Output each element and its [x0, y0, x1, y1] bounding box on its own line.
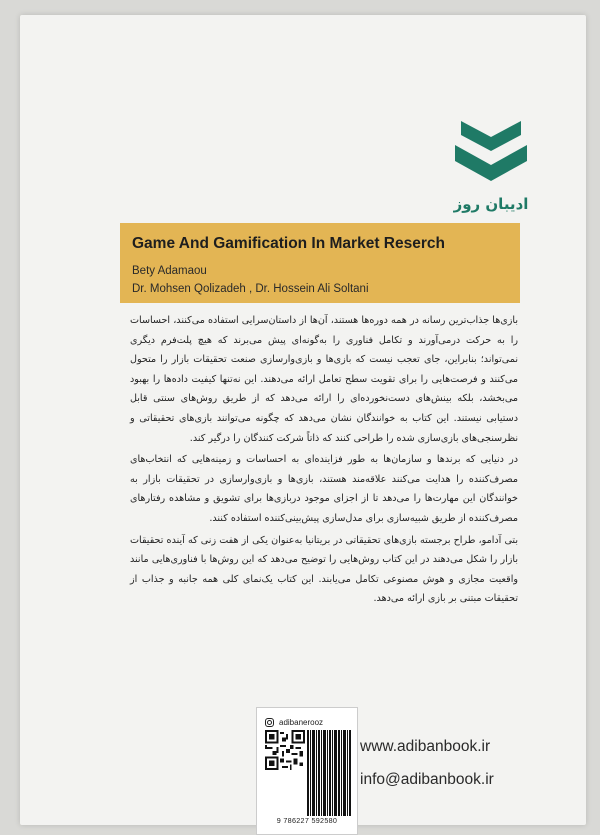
blurb-paragraph-2: در دنیایی که برندها و سازمان‌ها به طور فزاینده‌ای به احساسات و زمینه‌هایی که انتخاب‌های مصرف‌کننده را هدایت می‌کنند علاقه‌مند هستند، بازی‌ها و بازی‌وارسازی در تحقیقات بازار به خوانندگان این مهارت‌ها را می‌دهد تا از اجزای موجود دربازی‌ها برای تشویق و مشاهده رفتارهای مصرف‌کننده از طریق شبیه‌سازی برای مدل‌سازی پیش‌بینی‌کننده استفاده کنند. — [130, 454, 518, 524]
instagram-icon — [265, 718, 274, 727]
publisher-name: ادیبان روز — [453, 195, 529, 213]
blurb-paragraph-3: بتی آدامو، طراح برجسته بازی‌های تحقیقاتی در بریتانیا به‌عنوان یکی از هفت زنی که آینده تحقیقات بازار را شکل می‌دهند در این کتاب روش‌هایی را توضیح می‌دهد که این روش‌ها با فناوری‌هایی مانند واقعیت مجازی و هوش مصنوعی تکامل می‌یابند. این کتاب یک‌نمای کلی همه جانبه و جذاب از تحقیقات مبتنی بر بازی ارائه می‌دهد. — [130, 534, 518, 605]
blurb-paragraph-1: بازی‌ها جذاب‌ترین رسانه در همه دوره‌ها هستند، آن‌ها از داستان‌سرایی استفاده می‌کنند، احساسات را به حرکت درمی‌آورند و تکامل فناوری را به‌گونه‌ای پیش می‌برند که هیچ پلت‌فرم دیگری نمی‌تواند؛ بنابراین، جای تعجب نیست که بازی‌ها و بازی‌وارسازی صنعت تحقیقات بازار را متحول می‌کنند و فرصت‌هایی را برای تقویت سطح تعامل ارائه می‌دهند. این نه‌تنها کیفیت داده‌ها را بهبود می‌بخشد، بلکه بینش‌های دست‌نخورده‌ای را ارائه می‌دهد که از طریق روش‌های سنتی قابل دستیابی نیستند. این کتاب به خوانندگان نشان می‌دهد که چگونه می‌توانند بازی‌های تحقیقاتی و نظرسنجی‌های بازی‌سازی شده را طراحی کنند که ذاتاً شرکت کنندگان را درگیر کند. — [130, 315, 518, 444]
blurb-text — [130, 311, 518, 611]
publisher-logo — [445, 115, 537, 213]
book-chevron-logo-icon — [445, 115, 537, 193]
qr-code — [265, 730, 305, 770]
book-title: Game And Gamification In Market Reserch — [132, 235, 445, 252]
instagram-handle-row — [265, 715, 323, 729]
isbn-number: 9 786227 592580 — [276, 816, 338, 825]
website-url[interactable]: www.adibanbook.ir — [360, 738, 491, 755]
title-band — [120, 223, 520, 303]
author-translators: Dr. Mohsen Qolizadeh , Dr. Hossein Ali Soltani — [132, 283, 369, 295]
code-box — [256, 707, 358, 835]
instagram-handle: adibanerooz — [279, 717, 324, 727]
author-primary: Bety Adamaou — [132, 265, 207, 277]
book-back-cover — [20, 15, 586, 825]
isbn-barcode — [305, 730, 353, 816]
email-address[interactable]: info@adibanbook.ir — [360, 771, 494, 788]
